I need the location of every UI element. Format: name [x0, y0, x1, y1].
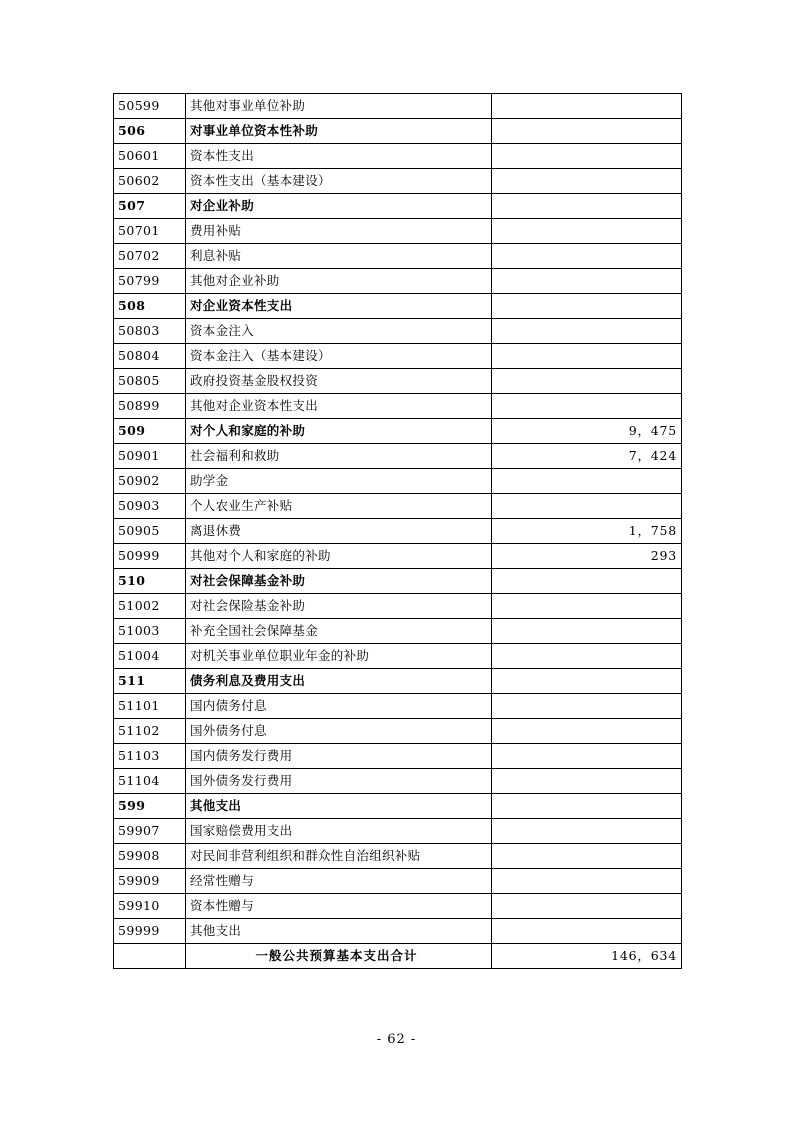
- row-code: 59908: [114, 844, 186, 869]
- row-code: 50905: [114, 519, 186, 544]
- row-name: 社会福利和救助: [186, 444, 492, 469]
- row-name: 对社会保障基金补助: [186, 569, 492, 594]
- table-row: [114, 644, 682, 669]
- row-value: [492, 569, 682, 594]
- row-value: [492, 169, 682, 194]
- row-code: 59910: [114, 894, 186, 919]
- row-value: [492, 144, 682, 169]
- table-row: [114, 144, 682, 169]
- row-name: 经常性赠与: [186, 869, 492, 894]
- row-name: 费用补贴: [186, 219, 492, 244]
- row-name: 国家赔偿费用支出: [186, 819, 492, 844]
- row-value: [492, 794, 682, 819]
- row-code: 50903: [114, 494, 186, 519]
- row-name: 对企业补助: [186, 194, 492, 219]
- row-value: [492, 394, 682, 419]
- row-code: 50901: [114, 444, 186, 469]
- table-row: [114, 194, 682, 219]
- row-name: 其他支出: [186, 919, 492, 944]
- budget-table: [113, 93, 682, 969]
- row-value: [492, 619, 682, 644]
- row-code: 508: [114, 294, 186, 319]
- table-row: [114, 844, 682, 869]
- row-value: [492, 469, 682, 494]
- table-row: [114, 744, 682, 769]
- row-value: 9，475: [492, 419, 682, 444]
- row-value: [492, 319, 682, 344]
- row-name: 资本性赠与: [186, 894, 492, 919]
- table-row: [114, 794, 682, 819]
- row-code: 50702: [114, 244, 186, 269]
- row-code: 50902: [114, 469, 186, 494]
- table-row: [114, 544, 682, 569]
- row-code: 50599: [114, 94, 186, 119]
- row-name: 利息补贴: [186, 244, 492, 269]
- row-value: 146，634: [492, 944, 682, 969]
- table-row: [114, 894, 682, 919]
- table-row: [114, 494, 682, 519]
- row-value: [492, 694, 682, 719]
- row-code: 50803: [114, 319, 186, 344]
- row-code: 50899: [114, 394, 186, 419]
- row-value: [492, 219, 682, 244]
- row-code: 51102: [114, 719, 186, 744]
- row-value: [492, 819, 682, 844]
- row-name: 其他对企业补助: [186, 269, 492, 294]
- table-row: [114, 94, 682, 119]
- row-name: 政府投资基金股权投资: [186, 369, 492, 394]
- row-value: [492, 269, 682, 294]
- row-name: 其他对企业资本性支出: [186, 394, 492, 419]
- row-value: [492, 194, 682, 219]
- row-code: 59909: [114, 869, 186, 894]
- row-code: 509: [114, 419, 186, 444]
- table-row: [114, 919, 682, 944]
- table-row: [114, 244, 682, 269]
- row-value: [492, 369, 682, 394]
- row-name: 对社会保险基金补助: [186, 594, 492, 619]
- row-code: [114, 944, 186, 969]
- row-name: 其他对事业单位补助: [186, 94, 492, 119]
- row-name: 国外债务付息: [186, 719, 492, 744]
- row-name: 国外债务发行费用: [186, 769, 492, 794]
- row-value: [492, 719, 682, 744]
- row-value: 7，424: [492, 444, 682, 469]
- table-row: [114, 519, 682, 544]
- row-name: 资本金注入: [186, 319, 492, 344]
- row-value: [492, 844, 682, 869]
- row-value: [492, 594, 682, 619]
- row-value: [492, 294, 682, 319]
- row-code: 59907: [114, 819, 186, 844]
- row-value: [492, 669, 682, 694]
- table-row: [114, 419, 682, 444]
- row-code: 506: [114, 119, 186, 144]
- row-code: 50804: [114, 344, 186, 369]
- row-code: 511: [114, 669, 186, 694]
- table-row: [114, 469, 682, 494]
- table-row: [114, 719, 682, 744]
- row-code: 50701: [114, 219, 186, 244]
- budget-table-body: [114, 94, 682, 969]
- row-value: [492, 494, 682, 519]
- table-row: [114, 169, 682, 194]
- row-code: 507: [114, 194, 186, 219]
- row-name: 对机关事业单位职业年金的补助: [186, 644, 492, 669]
- row-code: 51101: [114, 694, 186, 719]
- row-name: 对民间非营利组织和群众性自治组织补贴: [186, 844, 492, 869]
- row-name: 一般公共预算基本支出合计: [186, 944, 492, 969]
- row-value: [492, 894, 682, 919]
- row-code: 51002: [114, 594, 186, 619]
- row-name: 债务利息及费用支出: [186, 669, 492, 694]
- row-code: 50601: [114, 144, 186, 169]
- row-name: 助学金: [186, 469, 492, 494]
- budget-table-wrapper: [113, 93, 681, 969]
- row-name: 补充全国社会保障基金: [186, 619, 492, 644]
- table-row: [114, 444, 682, 469]
- table-row: [114, 394, 682, 419]
- row-value: 1，758: [492, 519, 682, 544]
- table-row: [114, 694, 682, 719]
- row-code: 59999: [114, 919, 186, 944]
- table-row: [114, 344, 682, 369]
- row-name: 资本性支出: [186, 144, 492, 169]
- table-row: [114, 569, 682, 594]
- row-name: 个人农业生产补贴: [186, 494, 492, 519]
- table-row: [114, 369, 682, 394]
- page-number: - 62 -: [376, 1032, 417, 1047]
- row-code: 599: [114, 794, 186, 819]
- row-code: 50602: [114, 169, 186, 194]
- row-code: 50799: [114, 269, 186, 294]
- table-row: [114, 869, 682, 894]
- table-row: [114, 819, 682, 844]
- row-value: [492, 869, 682, 894]
- row-value: [492, 119, 682, 144]
- row-name: 其他支出: [186, 794, 492, 819]
- table-row: [114, 269, 682, 294]
- row-value: 293: [492, 544, 682, 569]
- row-value: [492, 769, 682, 794]
- table-row: [114, 319, 682, 344]
- row-name: 对企业资本性支出: [186, 294, 492, 319]
- table-row: [114, 669, 682, 694]
- row-name: 资本金注入（基本建设）: [186, 344, 492, 369]
- table-row: [114, 769, 682, 794]
- row-code: 51004: [114, 644, 186, 669]
- table-row: [114, 294, 682, 319]
- row-code: 51104: [114, 769, 186, 794]
- row-code: 50999: [114, 544, 186, 569]
- row-name: 对事业单位资本性补助: [186, 119, 492, 144]
- table-row: [114, 119, 682, 144]
- row-code: 510: [114, 569, 186, 594]
- row-code: 51103: [114, 744, 186, 769]
- row-code: 50805: [114, 369, 186, 394]
- row-name: 国内债务付息: [186, 694, 492, 719]
- row-value: [492, 244, 682, 269]
- row-value: [492, 644, 682, 669]
- table-row: [114, 619, 682, 644]
- row-value: [492, 744, 682, 769]
- row-name: 国内债务发行费用: [186, 744, 492, 769]
- row-value: [492, 344, 682, 369]
- table-row: [114, 219, 682, 244]
- row-name: 对个人和家庭的补助: [186, 419, 492, 444]
- table-row: [114, 944, 682, 969]
- row-value: [492, 94, 682, 119]
- table-row: [114, 594, 682, 619]
- row-name: 离退休费: [186, 519, 492, 544]
- row-value: [492, 919, 682, 944]
- row-code: 51003: [114, 619, 186, 644]
- row-name: 其他对个人和家庭的补助: [186, 544, 492, 569]
- row-name: 资本性支出（基本建设）: [186, 169, 492, 194]
